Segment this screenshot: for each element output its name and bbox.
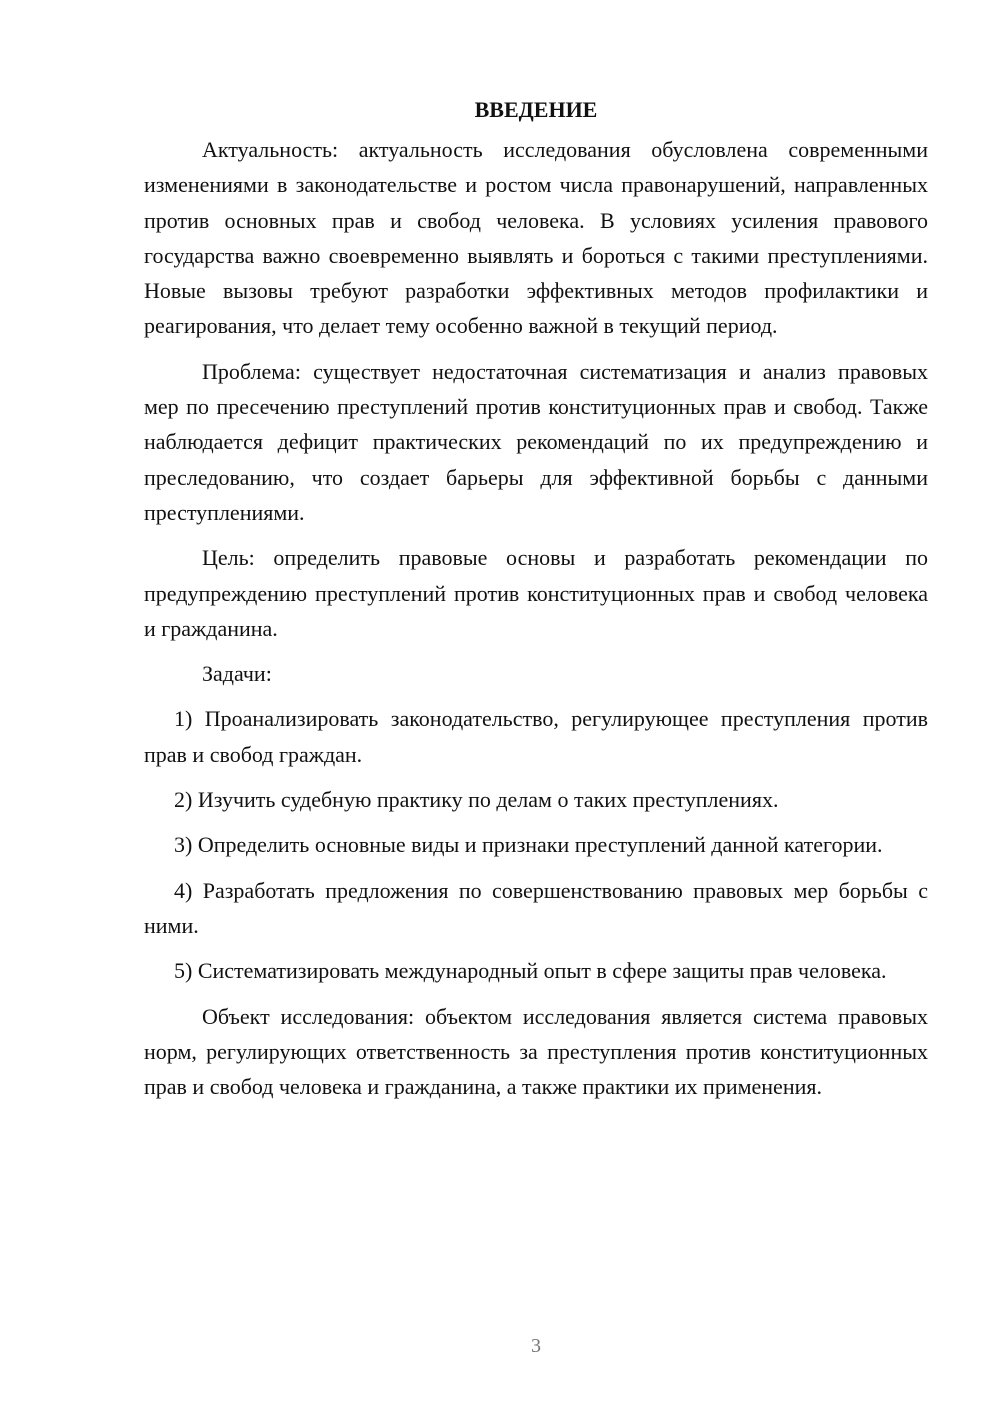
goal-paragraph: Цель: определить правовые основы и разработать рекомендации по предупреждению преступлений против конституционных прав и свобод человека и гражданина. <box>144 545 928 641</box>
relevance-paragraph: Актуальность: актуальность исследования обусловлена современными изменениями в законодательстве и ростом числа правонарушений, направленных против основных прав и свобод человека. В условиях усиления правового государства важно своевременно выявлять и бороться с такими преступлениями. Новые вызовы требуют разработки эффективных методов профилактики и реагирования, что делает тему особенно важной в текущий период. <box>144 137 928 339</box>
task-item-1: 1) Проанализировать законодательство, регулирующее преступления против прав и свобод граждан. <box>144 706 928 767</box>
task-item-3: 3) Определить основные виды и признаки преступлений данной категории. <box>174 832 883 858</box>
task-item-5: 5) Систематизировать международный опыт в сфере защиты прав человека. <box>174 958 887 984</box>
task-item-4: 4) Разработать предложения по совершенствованию правовых мер борьбы с ними. <box>144 877 928 938</box>
page-number: 3 <box>531 1335 541 1357</box>
document-page <box>144 96 928 1114</box>
document-title: ВВЕДЕНИЕ <box>474 97 598 122</box>
tasks-heading: Задачи: <box>202 661 272 687</box>
problem-paragraph: Проблема: существует недостаточная систематизация и анализ правовых мер по пресечению преступлений против конституционных прав и свобод. Также наблюдается дефицит практических рекомендаций по их предупреждению и преследованию, что создает барьеры для эффективной борьбы с данными преступлениями. <box>144 358 928 525</box>
object-paragraph: Объект исследования: объектом исследования является система правовых норм, регулирующих ответственность за преступления против конституционных прав и свобод человека и гражданина, а также практики их применения. <box>144 1003 928 1100</box>
task-item-2: 2) Изучить судебную практику по делам о таких преступлениях. <box>174 787 779 813</box>
